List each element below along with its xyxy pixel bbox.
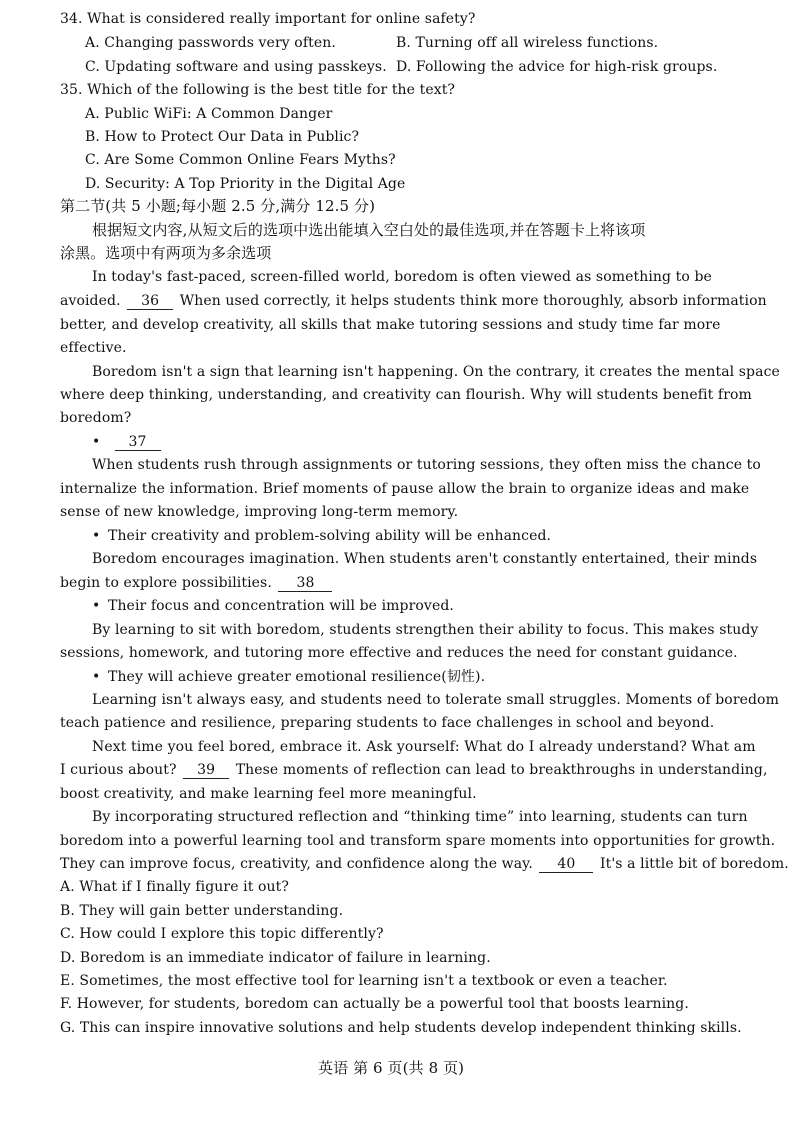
passage-p3-line-3: sense of new knowledge, improving long-term memory. [60,504,459,520]
question-34-option-d: D. Following the advice for high-risk groups. [396,59,718,75]
blank-39: 39 [183,762,229,779]
passage-text: It's a little bit of boredom. [600,856,789,872]
answer-option-a: A. What if I finally figure it out? [60,879,289,895]
page-footer: 英语 第 6 页(共 8 页) [318,1059,465,1077]
answer-option-c: C. How could I explore this topic differently? [60,926,384,942]
passage-text: begin to explore possibilities. [60,575,272,591]
passage-p1-line-4: effective. [60,340,127,356]
passage-p6-line-1: Learning isn't always easy, and students need to tolerate small struggles. Moments of boredom [92,692,779,708]
blank-38: 38 [278,575,332,592]
passage-p5-line-1: By learning to sit with boredom, students strengthen their ability to focus. This makes study [92,622,759,638]
passage-p3-line-2: internalize the information. Brief moments of pause allow the brain to organize ideas and make [60,481,750,497]
question-34-stem: 34. What is considered really important for online safety? [60,11,476,27]
bullet-text: Their creativity and problem-solving ability will be enhanced. [108,528,552,544]
bullet-text: They will achieve greater emotional resilience(韧性). [108,669,486,685]
bullet-icon: • [92,669,101,685]
bullet-focus [92,596,454,616]
passage-p5-line-2: sessions, homework, and tutoring more effective and reduces the need for constant guidance. [60,645,738,661]
answer-option-d: D. Boredom is an immediate indicator of failure in learning. [60,950,491,966]
question-35-option-b: B. How to Protect Our Data in Public? [85,129,360,145]
blank-40: 40 [539,856,593,873]
passage-p8-line-3 [60,854,789,874]
answer-option-b: B. They will gain better understanding. [60,903,344,919]
blank-36: 36 [127,293,173,310]
passage-p8-line-1: By incorporating structured reflection and “thinking time” into learning, students can turn [92,809,748,825]
question-35-option-c: C. Are Some Common Online Fears Myths? [85,152,396,168]
section-2-instruction-line-2: 涂黑。选项中有两项为多余选项 [60,244,272,262]
passage-p8-line-2: boredom into a powerful learning tool and transform spare moments into opportunities for growth. [60,833,776,849]
bullet-blank-37 [92,432,163,452]
answer-option-f: F. However, for students, boredom can actually be a powerful tool that boosts learning. [60,996,689,1012]
bullet-creativity [92,526,551,546]
passage-p3-line-1: When students rush through assignments or tutoring sessions, they often miss the chance to [92,457,761,473]
passage-p2-line-1: Boredom isn't a sign that learning isn't happening. On the contrary, it creates the mental space [92,364,780,380]
passage-p4-line-1: Boredom encourages imagination. When students aren't constantly entertained, their minds [92,551,758,567]
question-35-option-d: D. Security: A Top Priority in the Digital Age [85,176,406,192]
passage-text: These moments of reflection can lead to breakthroughs in understanding, [235,762,768,778]
passage-text: When used correctly, it helps students think more thoroughly, absorb information [179,293,767,309]
passage-p6-line-2: teach patience and resilience, preparing students to face challenges in school and beyond. [60,715,715,731]
passage-text: avoided. [60,293,121,309]
bullet-resilience [92,667,485,687]
passage-text: I curious about? [60,762,177,778]
question-34-option-c: C. Updating software and using passkeys. [85,59,387,75]
question-35-option-a: A. Public WiFi: A Common Danger [85,106,333,122]
passage-p2-line-2: where deep thinking, understanding, and creativity can flourish. Why will students benefit from [60,387,752,403]
section-2-instruction-line-1: 根据短文内容,从短文后的选项中选出能填入空白处的最佳选项,并在答题卡上将该项 [92,221,646,239]
passage-p1-line-1: In today's fast-paced, screen-filled world, boredom is often viewed as something to be [92,269,712,285]
blank-37: 37 [115,434,161,451]
passage-p1-line-2 [60,291,767,311]
bullet-icon: • [92,598,101,614]
passage-p7-line-1: Next time you feel bored, embrace it. Ask yourself: What do I already understand? What am [92,739,756,755]
passage-p7-line-3: boost creativity, and make learning feel more meaningful. [60,786,477,802]
passage-text: They can improve focus, creativity, and confidence along the way. [60,856,533,872]
question-34-option-a: A. Changing passwords very often. [85,35,336,51]
answer-option-e: E. Sometimes, the most effective tool for learning isn't a textbook or even a teacher. [60,973,668,989]
question-34-option-b: B. Turning off all wireless functions. [396,35,659,51]
passage-p2-line-3: boredom? [60,410,132,426]
bullet-icon: • [92,528,101,544]
passage-p4-line-2 [60,573,334,593]
question-35-stem: 35. Which of the following is the best title for the text? [60,82,456,98]
passage-p1-line-3: better, and develop creativity, all skills that make tutoring sessions and study time far more [60,317,721,333]
bullet-icon: • [92,434,101,450]
section-2-heading: 第二节(共 5 小题;每小题 2.5 分,满分 12.5 分) [60,197,376,215]
answer-option-g: G. This can inspire innovative solutions and help students develop independent thinking skills. [60,1020,742,1036]
passage-p7-line-2 [60,760,768,780]
bullet-text: Their focus and concentration will be improved. [108,598,454,614]
